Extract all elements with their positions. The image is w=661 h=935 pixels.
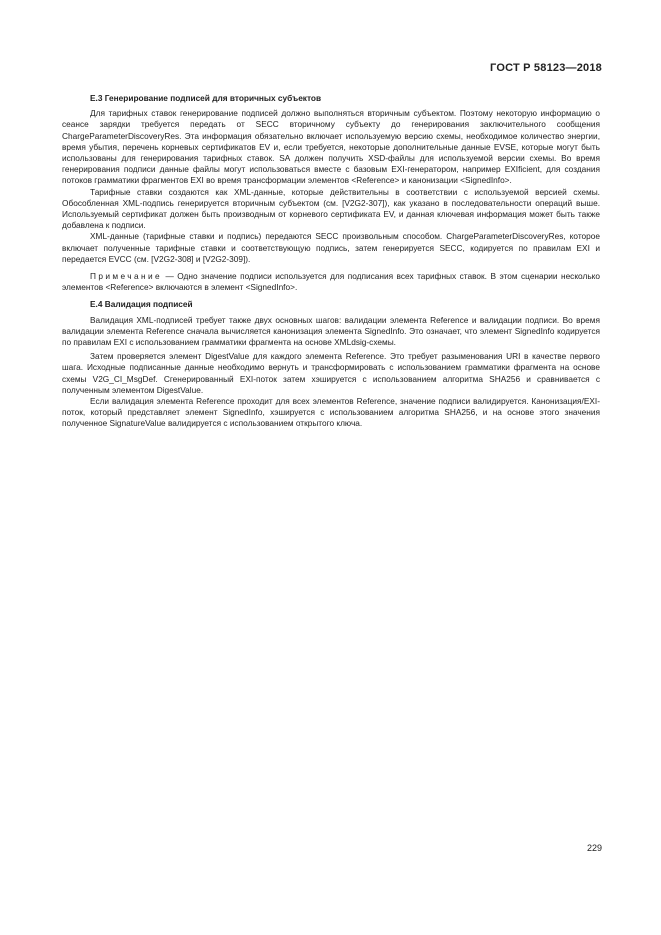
section-e3-paragraph-1: Для тарифных ставок генерирование подписей должно выполняться вторичным субъектом. Поэтому некоторую информацию о сеансе зарядки требуется передать от SECC вторичному субъекту до генерирования заключительного сообщения ChargeParameterDiscoveryRes. Эта информация обязательно включает используемую версию схемы, необходимое количество энергии, время убытия, перечень корневых сертификатов EV и, если требуется, некоторые дополнительные данные EVSE, которые могут быть использованы для генерирования тарифных ставок. SA должен получить XSD-файлы для используемой версии схемы. Во время генерирования подписи данные файлы могут использоваться вместе с базовым EXI-генератором, например EXIficient, для создания потоков грамматики фрагментов EXI во время трансформации элементов <Reference> и канонизации <SignedInfo>. — [62, 108, 600, 186]
page-number: 229 — [586, 843, 602, 853]
section-e3-title: Е.3 Генерирование подписей для вторичных субъектов — [90, 93, 322, 103]
section-e3-note — [62, 271, 600, 293]
section-e4-paragraph-1: Валидация XML-подписей требует также двух основных шагов: валидации элемента Reference и валидации подписи. Во время валидации элемента Reference сначала вычисляется канонизация элемента SignedInfo. Это означает, что элемент SignedInfo кодируется по правилам EXI с использованием грамматики фрагмента на основе XMLdsig-схемы. — [62, 314, 600, 348]
section-e4-paragraph-2: Затем проверяется элемент DigestValue для каждого элемента Reference. Это требует разыменования URI в качестве первого шага. Исходные подписанные данные необходимо вернуть и трансформировать с использованием грамматики фрагмента на основе схемы V2G_CI_MsgDef. Сгенерированный EXI-поток затем хэшируется с использованием алгоритма SHA256 и сравнивается с полученным элементом DigestValue. — [62, 351, 600, 395]
document-header: ГОСТ Р 58123—2018 — [490, 62, 602, 74]
section-e3-paragraph-2: Тарифные ставки создаются как XML-данные, которые действительны в соответствии с используемой версией схемы. Обособленная XML-подпись генерируется вторичным субъектом (см. [V2G2-307]), как указано в последовательности операций выше. Используемый сертификат должен быть производным от корневого сертификата EV, и данная ключевая информация может быть также добавлена к подписи. — [62, 186, 600, 231]
note-label: Примечание — [90, 271, 163, 282]
section-e3-paragraph-3: XML-данные (тарифные ставки и подпись) передаются SECC произвольным способом. ChargeParameterDiscoveryRes, которое включает полученные тарифные ставки и соответствующую подпись, затем генерируется SECC, кодируется по правилам EXI и передается EVCC (см. [V2G2-308] и [V2G2-309]). — [62, 231, 600, 264]
section-e4-title: Е.4 Валидация подписей — [90, 299, 193, 310]
section-e4-paragraph-3: Если валидация элемента Reference проходит для всех элементов Reference, значение подписи валидируется. Канонизация/EXI-поток, который представляет элемент SignedInfo, хэшируется с использованием алгоритма SHA256, и на основе этого значения полученное SignatureValue валидируется с использованием открытого ключа. — [62, 396, 600, 429]
note-text: — Одно значение подписи используется для подписания всех тарифных ставок. В этом сценарии несколько элементов <Reference> включаются в элемент <SignedInfo>. — [62, 271, 600, 293]
document-body — [62, 93, 600, 430]
